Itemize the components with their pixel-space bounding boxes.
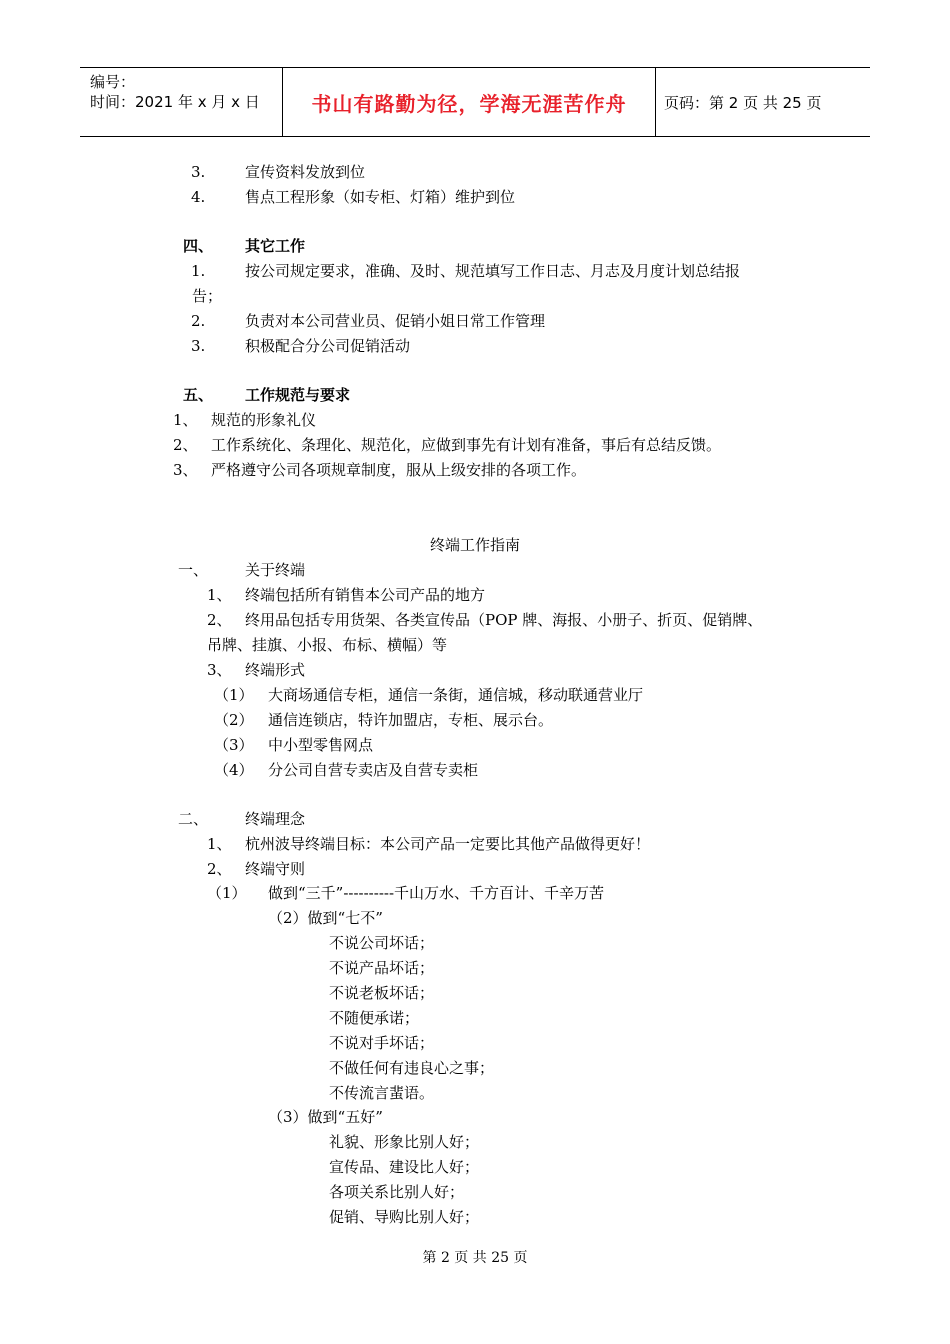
section-heading: 关于终端 [245,561,306,579]
list-item: 终端包括所有销售本公司产品的地方 [245,586,486,604]
rule-line: 各项关系比别人好； [329,1183,465,1201]
page-header [80,67,870,137]
list-item: 按公司规定要求，准确、及时、规范填写工作日志、月志及月度计划总结报 [245,262,741,280]
header-motto: 书山有路勤为径，学海无涯苦作舟 [311,91,627,116]
list-item-continuation: 告； [192,287,223,305]
list-item: 杭州波导终端目标：本公司产品一定要比其他产品做得更好！ [245,835,651,853]
list-number: 1. [191,262,206,280]
header-page-info: 页码：第 2 页 共 25 页 [664,93,822,112]
rule-heading: （2）做到“七不” [268,909,383,927]
rule-line: 不说公司坏话； [329,934,435,952]
list-item: 严格遵守公司各项规章制度，服从上级安排的各项工作。 [211,461,587,479]
list-number: （4） [214,761,254,779]
list-item: 终用品包括专用货架、各类宣传品（POP 牌、海报、小册子、折页、促销牌、 [245,611,763,629]
header-motto-cell [282,68,656,136]
rule-line: 促销、导购比别人好； [329,1208,480,1226]
list-number: （1） [207,884,247,902]
section-number: 四、 [183,237,214,255]
list-number: 4. [191,188,206,206]
list-item: 负责对本公司营业员、促销小姐日常工作管理 [245,312,546,330]
list-number: 2、 [207,611,232,629]
rule-line: 不随便承诺； [329,1009,420,1027]
section-number: 二、 [178,810,209,828]
list-item: 中小型零售网点 [268,736,374,754]
list-number: 1、 [207,586,232,604]
rule-line: 不做任何有违良心之事； [329,1059,495,1077]
list-number: 3. [191,337,206,355]
list-item: 终端守则 [245,860,306,878]
rule-line: 不说老板坏话； [329,984,435,1002]
section-heading: 其它工作 [245,237,306,255]
rule-heading: （3）做到“五好” [268,1108,383,1126]
list-number: 1、 [207,835,232,853]
list-number: 2、 [173,436,198,454]
rule-line: 不传流言蜚语。 [329,1084,435,1102]
list-item: 规范的形象礼仪 [211,411,317,429]
document-number-label: 编号： [90,73,136,91]
guide-title: 终端工作指南 [429,536,520,554]
list-item: 做到“三千”----------千山万水、千方百计、千辛万苦 [268,884,605,902]
section-heading: 工作规范与要求 [245,386,351,404]
header-meta-cell [80,68,282,136]
list-number: （1） [214,686,254,704]
list-item: 积极配合分公司促销活动 [245,337,411,355]
section-number: 五、 [183,386,214,404]
document-time-label: 时间：2021 年 x 月 x 日 [90,93,260,111]
rule-line: 不说对手坏话； [329,1034,435,1052]
page-footer: 第 2 页 共 25 页 [422,1250,528,1266]
list-item: 终端形式 [245,661,306,679]
list-number: （2） [214,711,254,729]
list-item: 分公司自营专卖店及自营专卖柜 [268,761,479,779]
list-item: 工作系统化、条理化、规范化，应做到事先有计划有准备，事后有总结反馈。 [211,436,722,454]
list-item: 通信连锁店，特许加盟店，专柜、展示台。 [268,711,554,729]
list-item: 宣传资料发放到位 [245,163,366,181]
section-heading: 终端理念 [245,810,306,828]
rule-line: 宣传品、建设比人好； [329,1158,480,1176]
rule-line: 礼貌、形象比别人好； [329,1133,480,1151]
list-number: （3） [214,736,254,754]
list-number: 3、 [173,461,198,479]
section-number: 一、 [178,561,209,579]
list-number: 2、 [207,860,232,878]
list-number: 2. [191,312,206,330]
list-number: 3. [191,163,206,181]
rule-line: 不说产品坏话； [329,959,435,977]
list-number: 1、 [173,411,198,429]
list-item: 售点工程形象（如专柜、灯箱）维护到位 [245,188,516,206]
list-item-continuation: 吊牌、挂旗、小报、布标、横幅）等 [207,636,448,654]
list-item: 大商场通信专柜，通信一条街，通信城，移动联通营业厅 [268,686,644,704]
list-number: 3、 [207,661,232,679]
header-page-cell [656,68,878,136]
